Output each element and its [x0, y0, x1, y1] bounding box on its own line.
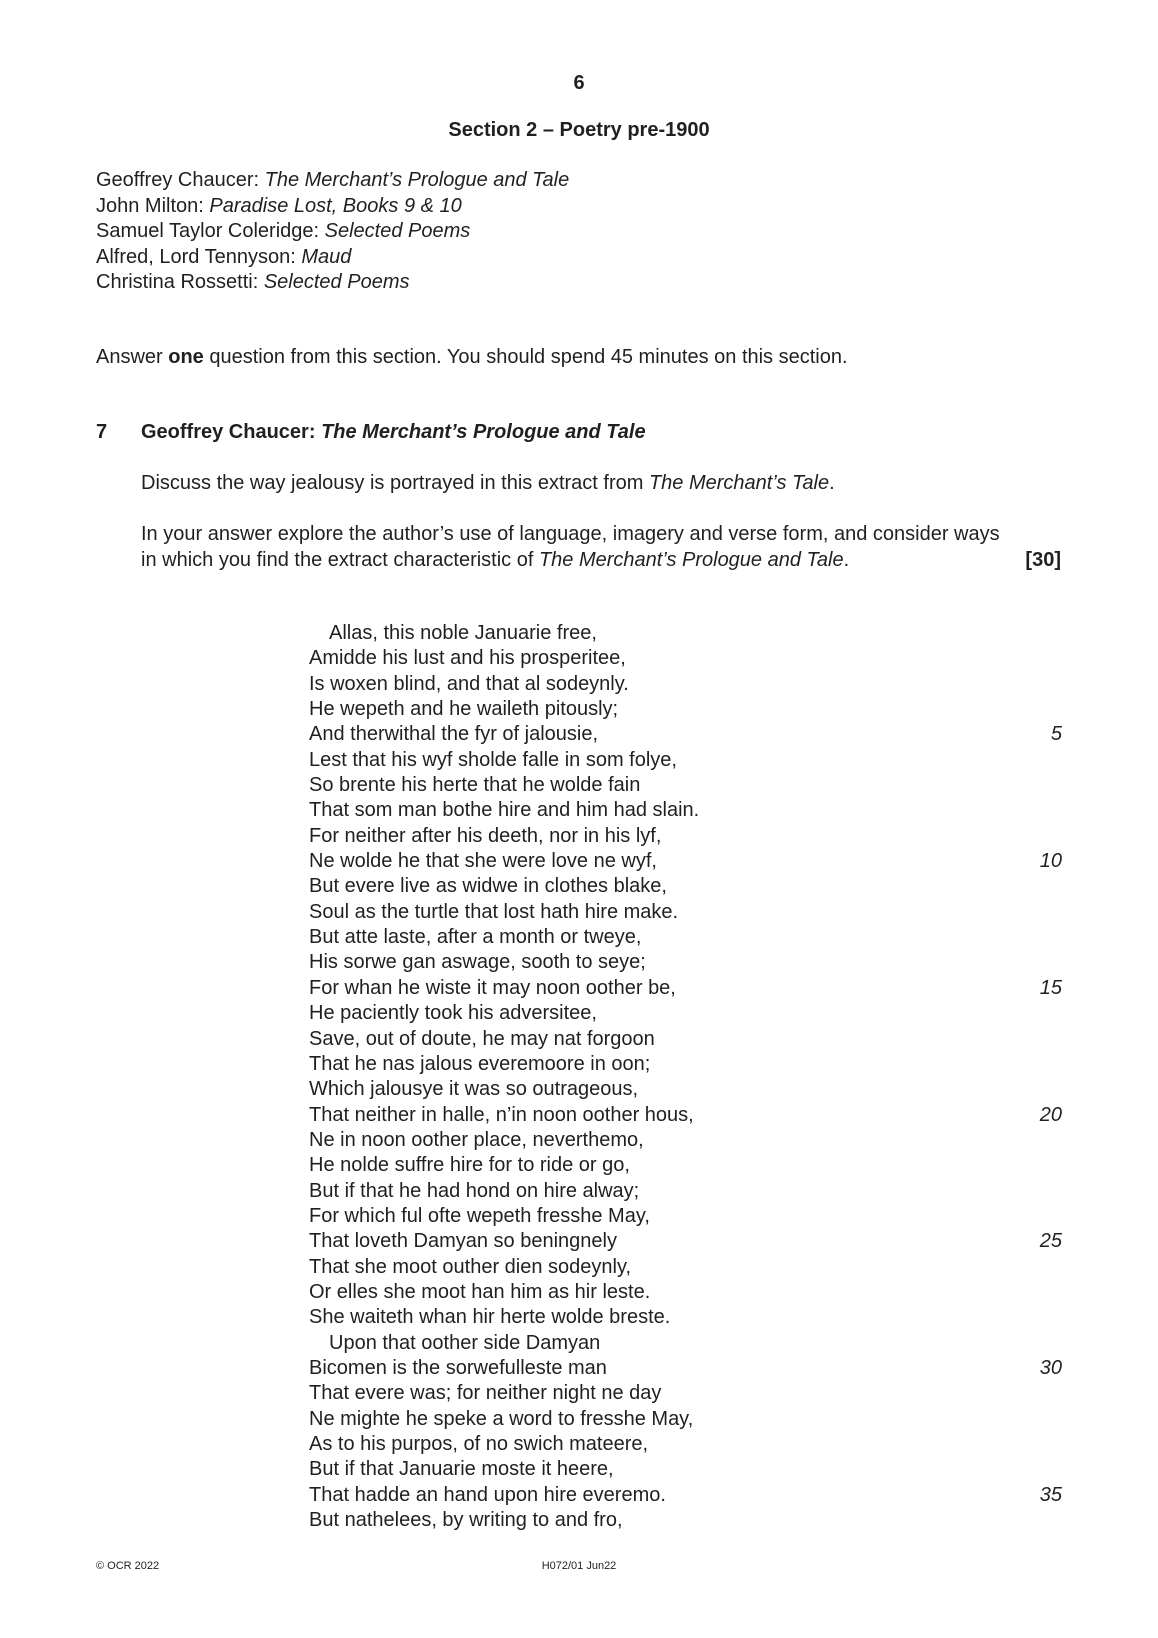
page-number: 6 [573, 72, 585, 94]
poem-line: Is woxen blind, and that al sodeynly. [309, 672, 629, 695]
poem-line: But nathelees, by writing to and fro, [309, 1509, 623, 1532]
set-text-item: John Milton: Paradise Lost, Books 9 & 10 [96, 194, 462, 217]
line-number-column [960, 621, 1062, 1533]
poem-line: And therwithal the fyr of jalousie, [309, 723, 599, 746]
poem-line: For which ful ofte wepeth fresshe May, [309, 1204, 650, 1227]
set-text-item: Alfred, Lord Tennyson: Maud [96, 245, 352, 268]
set-texts-list [96, 168, 569, 296]
footer-paper-code: H072/01 Jun22 [541, 1560, 617, 1572]
poem-line: Bicomen is the sorwefulleste man [309, 1356, 607, 1379]
poem-line: That hadde an hand upon hire everemo. [309, 1483, 666, 1506]
question-task-line: in which you find the extract characteristic of The Merchant’s Prologue and Tale. [30] [141, 548, 1061, 574]
poem-line: Lest that his wyf sholde falle in som folye, [309, 748, 677, 771]
poem-line: But if that Januarie moste it heere, [309, 1458, 614, 1481]
poem-line: Or elles she moot han him as hir leste. [309, 1280, 651, 1303]
poem-line: Allas, this noble Januarie free, [329, 622, 597, 644]
poem-line: But if that he had hond on hire alway; [309, 1179, 640, 1202]
poem-line: He nolde suffre hire for to ride or go, [309, 1154, 630, 1177]
question-number: 7 [96, 421, 108, 443]
poem-line: For whan he wiste it may noon oother be, [309, 976, 676, 999]
poem-line: She waiteth whan hir herte wolde breste. [309, 1306, 671, 1329]
poem-line: His sorwe gan aswage, sooth to seye; [309, 951, 646, 974]
section-title: Section 2 – Poetry pre-1900 [448, 119, 710, 141]
poem-line: That loveth Damyan so beningnely [309, 1230, 617, 1253]
section-instruction: Answer one question from this section. You should spend 45 minutes on this section. [96, 346, 848, 368]
poem-line: Ne mighte he speke a word to fresshe May, [309, 1407, 694, 1430]
line-number: 25 [1039, 1230, 1062, 1253]
marks-label: [30] [1025, 548, 1061, 571]
line-number: 30 [1039, 1356, 1062, 1379]
poem-line: That she moot outher dien sodeynly, [309, 1255, 632, 1278]
poem-line: Upon that oother side Damyan [329, 1331, 601, 1354]
poem-line: But atte laste, after a month or tweye, [309, 926, 642, 949]
footer-copyright: © OCR 2022 [96, 1560, 160, 1572]
line-number: 10 [1039, 850, 1062, 873]
poem-line: That evere was; for neither night ne day [309, 1382, 662, 1405]
question-prompt: Discuss the way jealousy is portrayed in this extract from The Merchant’s Tale. [141, 472, 835, 494]
poem-line: He paciently took his adversitee, [309, 1002, 597, 1025]
set-text-item: Samuel Taylor Coleridge: Selected Poems [96, 220, 471, 242]
poem-line: Soul as the turtle that lost hath hire make. [309, 900, 679, 923]
poem-extract [309, 621, 699, 1533]
poem-line: He wepeth and he waileth pitously; [309, 698, 619, 721]
set-text-item: Geoffrey Chaucer: The Merchant’s Prologue and Tale [96, 169, 570, 191]
poem-line: Save, out of doute, he may nat forgoon [309, 1027, 655, 1050]
line-number: 5 [1050, 723, 1062, 746]
poem-line: That som man bothe hire and him had slain. [309, 799, 700, 822]
poem-line: That he nas jalous everemoore in oon; [309, 1052, 651, 1075]
line-number: 15 [1039, 976, 1062, 999]
line-number: 35 [1039, 1483, 1062, 1506]
poem-line: Which jalousye it was so outrageous, [309, 1078, 639, 1101]
poem-line: For neither after his deeth, nor in his lyf, [309, 824, 662, 847]
question-heading: Geoffrey Chaucer: The Merchant’s Prologue and Tale [141, 421, 646, 443]
line-number: 20 [1039, 1103, 1062, 1126]
question-task [141, 522, 1061, 573]
question-task-line: In your answer explore the author’s use of language, imagery and verse form, and consider ways [141, 523, 1000, 545]
poem-line: So brente his herte that he wolde fain [309, 774, 641, 797]
poem-line: But evere live as widwe in clothes blake, [309, 875, 667, 898]
poem-line: As to his purpos, of no swich mateere, [309, 1433, 649, 1455]
set-text-item: Christina Rossetti: Selected Poems [96, 271, 410, 293]
poem-line: Ne in noon oother place, neverthemo, [309, 1128, 644, 1151]
poem-line: That neither in halle, n’in noon oother hous, [309, 1103, 694, 1126]
poem-line: Amidde his lust and his prosperitee, [309, 647, 626, 670]
poem-line: Ne wolde he that she were love ne wyf, [309, 850, 657, 873]
